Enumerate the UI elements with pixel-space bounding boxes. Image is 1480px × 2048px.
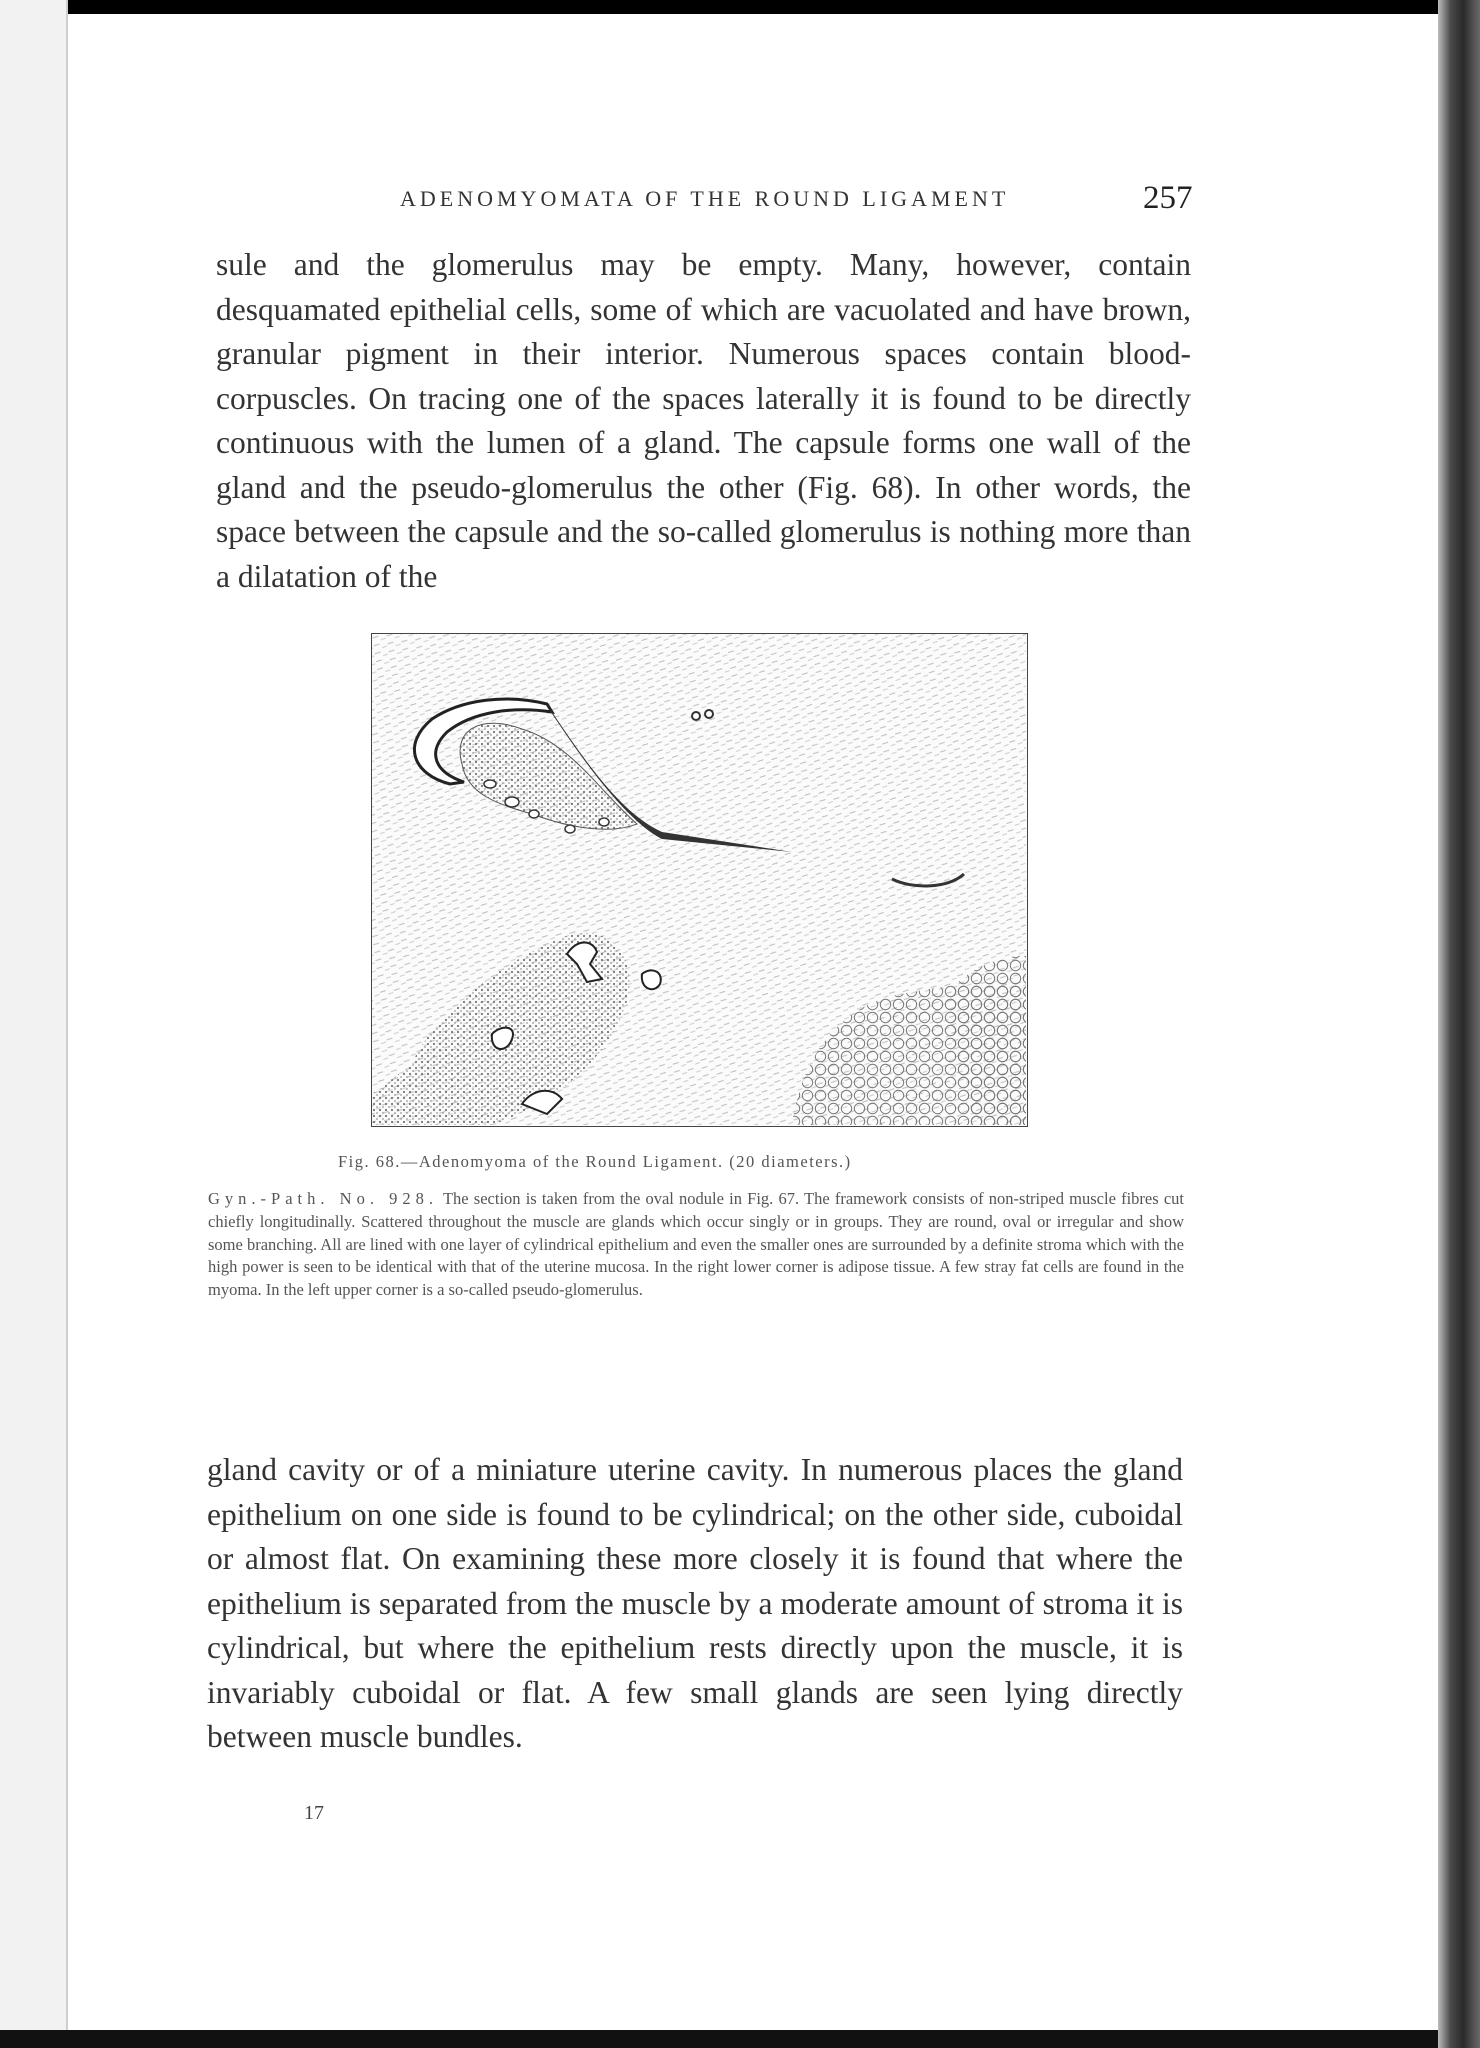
body-paragraph-top: sule and the glomerulus may be empty. Many, however, contain desquamated epithelial cells, some of which are vacuolated and have brown, granular pigment in their interior. Numerous spaces contain blood-corpuscles. On tracing one of the spaces laterally it is found to be directly continuous with the lumen of a gland. The capsule forms one wall of the gland and the pseudo-glomerulus the other (Fig. 68). In other words, the space between the capsule and the so-called glomerulus is nothing more than a dilatation of the [216,247,1191,594]
figure-description-text: The section is taken from the oval nodule in Fig. 67. The framework consists of non-striped muscle fibres cut chiefly longitudinally. Scattered throughout the muscle are glands which occur singly or in groups. They are round, oval or irregular and show some branching. All are lined with one layer of cylindrical epithelium and even the smaller ones are surrounded by a definite stroma which with the high power is seen to be identical with that of the uterine mucosa. In the right lower corner is adipose tissue. A few stray fat cells are found in the myoma. In the left upper corner is a so-called pseudo-glomerulus. [208,1189,1184,1300]
figure-description [208,1188,1184,1302]
signature-mark: 17 [304,1802,324,1824]
specimen-number: Gyn.-Path. No. 928. [208,1189,439,1208]
page-number: 257 [1143,180,1193,216]
figure-caption: Fig. 68.—Adenomyoma of the Round Ligament. (20 diameters.) [338,1152,852,1171]
scan-edge-top [0,0,1480,14]
facing-page-edge [0,0,68,2048]
histology-figure [371,633,1028,1127]
scan-edge-bottom [0,2030,1480,2048]
running-head: ADENOMYOMATA OF THE ROUND LIGAMENT [400,186,1010,211]
body-paragraph-bottom: gland cavity or of a miniature uterine cavity. In numerous places the gland epithelium on one side is found to be cylindrical; on the other side, cuboidal or almost flat. On examining these more closely it is found that where the epithelium is separated from the muscle by a moderate amount of stroma it is cylindrical, but where the epithelium rests directly upon the muscle, it is invariably cuboidal or flat. A few small glands are seen lying directly between muscle bundles. [207,1452,1183,1754]
book-spine-edge [1438,0,1480,2048]
